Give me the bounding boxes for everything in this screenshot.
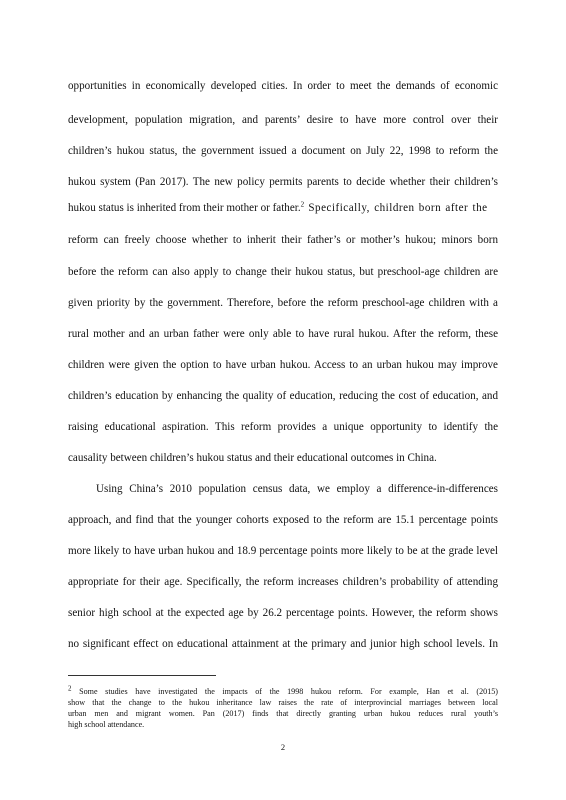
footnote-line: high school attendance. [68, 720, 145, 729]
footnote-separator [68, 675, 216, 676]
page-number: 2 [280, 742, 286, 752]
body-line: raising educational aspiration. This reform provides a unique opportunity to identify the [68, 421, 498, 433]
body-line: appropriate for their age. Specifically, the reform increases children’s probability of attending [68, 576, 498, 588]
body-line: opportunities in economically developed cities. In order to meet the demands of economic [68, 80, 498, 92]
body-line: rural mother and an urban father were only able to have rural hukou. After the reform, these [68, 328, 498, 340]
body-line: before the reform can also apply to change their hukou status, but preschool-age children are [68, 266, 498, 278]
body-line: reform can freely choose whether to inherit their father’s or mother’s hukou; minors born [68, 234, 498, 246]
footnote-text: Some studies have investigated the impacts of the 1998 hukou reform. For example, Han et al. (2015) [71, 687, 498, 696]
body-line: hukou system (Pan 2017). The new policy permits parents to decide whether their children’s [68, 176, 498, 188]
body-line: more likely to have urban hukou and 18.9 percentage points more likely to be at the grade level [68, 545, 498, 557]
footnote-reference: 2 [300, 200, 305, 209]
body-text: hukou status is inherited from their mother or father. [68, 202, 301, 214]
body-line: Using China’s 2010 population census data, we employ a difference-in-differences [96, 483, 498, 495]
body-line: causality between children’s hukou status and their educational outcomes in China. [68, 452, 437, 464]
body-line-with-footnote-ref [68, 201, 498, 215]
footnote-number: 2 [68, 684, 72, 693]
footnote-line: show that the change to the hukou inheritance law raises the rate of interprovincial marriages between local [68, 698, 498, 707]
body-line: senior high school at the expected age by 26.2 percentage points. However, the reform shows [68, 607, 498, 619]
body-line: given priority by the government. Therefore, before the reform preschool-age children with a [68, 297, 498, 309]
body-line: no significant effect on educational attainment at the primary and junior high school levels. In [68, 638, 498, 650]
body-text: Specifically, children born after the [304, 202, 488, 214]
footnote-line: urban men and migrant women. Pan (2017) finds that directly granting urban hukou reduces rural youth’s [68, 709, 498, 718]
footnote-line [68, 684, 498, 697]
body-line: children’s education by enhancing the quality of education, reducing the cost of education, and [68, 390, 498, 402]
body-line: children were given the option to have urban hukou. Access to an urban hukou may improve [68, 359, 498, 371]
body-line: development, population migration, and parents’ desire to have more control over their [68, 114, 498, 126]
body-line: children’s hukou status, the government issued a document on July 22, 1998 to reform the [68, 145, 498, 157]
body-line: approach, and find that the younger cohorts exposed to the reform are 15.1 percentage points [68, 514, 498, 526]
